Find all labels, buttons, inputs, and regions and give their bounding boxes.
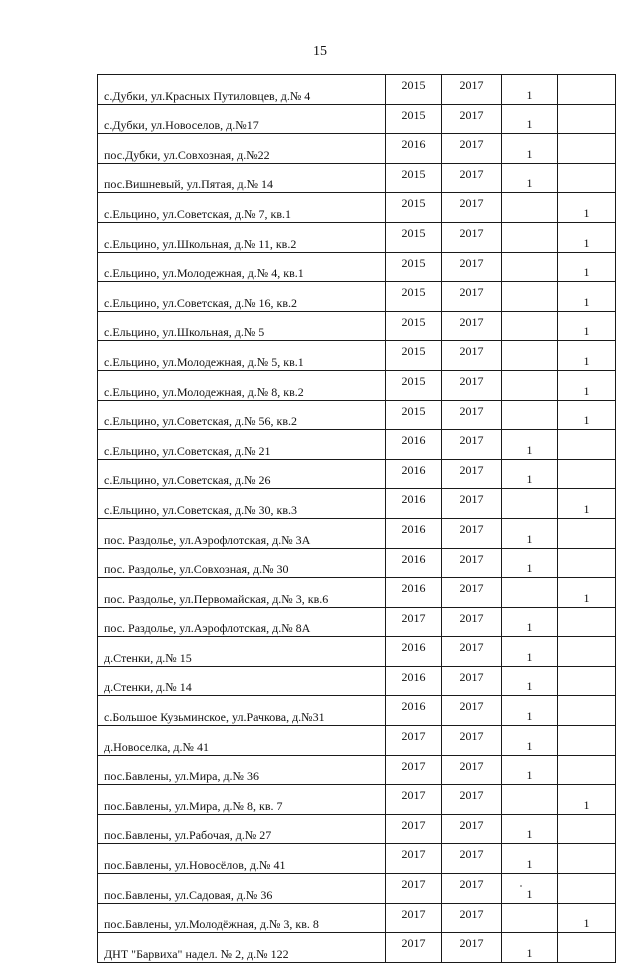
- start-year-cell: 2016: [386, 134, 442, 164]
- address-cell: с.Ельцино, ул.Школьная, д.№ 11, кв.2: [98, 222, 386, 252]
- end-year-cell: 2017: [442, 311, 502, 341]
- end-year-cell: 2017: [442, 282, 502, 312]
- flag-column-1-cell: 1: [502, 933, 558, 963]
- start-year-cell: 2015: [386, 222, 442, 252]
- table-row: [98, 341, 616, 371]
- start-year-cell: 2015: [386, 163, 442, 193]
- address-cell: пос.Бавлены, ул.Мира, д.№ 8, кв. 7: [98, 785, 386, 815]
- start-year-cell: 2015: [386, 104, 442, 134]
- end-year-cell: 2017: [442, 163, 502, 193]
- table-row: [98, 104, 616, 134]
- start-year-cell: 2015: [386, 282, 442, 312]
- table-row: [98, 874, 616, 904]
- end-year-cell: 2017: [442, 430, 502, 460]
- table-row: [98, 607, 616, 637]
- flag-column-2-cell: 1: [558, 578, 616, 608]
- start-year-cell: 2017: [386, 785, 442, 815]
- flag-column-1-cell: 1: [502, 814, 558, 844]
- end-year-cell: 2017: [442, 933, 502, 963]
- end-year-cell: 2017: [442, 814, 502, 844]
- table-row: [98, 548, 616, 578]
- table-row: [98, 222, 616, 252]
- end-year-cell: 2017: [442, 548, 502, 578]
- start-year-cell: 2015: [386, 341, 442, 371]
- flag-column-1-cell: 1: [502, 726, 558, 756]
- flag-column-1-cell: 1: [502, 755, 558, 785]
- start-year-cell: 2015: [386, 400, 442, 430]
- flag-column-2-cell: [558, 134, 616, 164]
- address-cell: с.Дубки, ул.Новоселов, д.№17: [98, 104, 386, 134]
- end-year-cell: 2017: [442, 696, 502, 726]
- address-cell: с.Ельцино, ул.Советская, д.№ 7, кв.1: [98, 193, 386, 223]
- flag-column-2-cell: [558, 666, 616, 696]
- table-row: [98, 282, 616, 312]
- table-row: [98, 193, 616, 223]
- start-year-cell: 2017: [386, 814, 442, 844]
- address-cell: пос.Бавлены, ул.Садовая, д.№ 36: [98, 874, 386, 904]
- start-year-cell: 2015: [386, 252, 442, 282]
- flag-column-2-cell: 1: [558, 341, 616, 371]
- flag-column-2-cell: [558, 548, 616, 578]
- start-year-cell: 2016: [386, 548, 442, 578]
- flag-column-2-cell: [558, 459, 616, 489]
- flag-column-1-cell: 1: [502, 696, 558, 726]
- flag-column-1-cell: 1: [502, 459, 558, 489]
- flag-column-1-cell: [502, 311, 558, 341]
- flag-column-2-cell: 1: [558, 785, 616, 815]
- address-cell: пос.Бавлены, ул.Новосёлов, д.№ 41: [98, 844, 386, 874]
- table-row: [98, 400, 616, 430]
- table-row: [98, 785, 616, 815]
- start-year-cell: 2017: [386, 726, 442, 756]
- address-cell: пос. Раздолье, ул.Аэрофлотская, д.№ 3А: [98, 518, 386, 548]
- start-year-cell: 2016: [386, 637, 442, 667]
- address-cell: с.Ельцино, ул.Советская, д.№ 21: [98, 430, 386, 460]
- address-cell: с.Ельцино, ул.Советская, д.№ 56, кв.2: [98, 400, 386, 430]
- table-row: [98, 755, 616, 785]
- end-year-cell: 2017: [442, 341, 502, 371]
- end-year-cell: 2017: [442, 252, 502, 282]
- start-year-cell: 2015: [386, 193, 442, 223]
- flag-column-1-cell: 1: [502, 874, 558, 904]
- flag-column-1-cell: [502, 370, 558, 400]
- start-year-cell: 2017: [386, 755, 442, 785]
- flag-column-2-cell: [558, 75, 616, 105]
- flag-column-1-cell: 1: [502, 104, 558, 134]
- flag-column-2-cell: [558, 163, 616, 193]
- end-year-cell: 2017: [442, 518, 502, 548]
- address-cell: пос.Бавлены, ул.Рабочая, д.№ 27: [98, 814, 386, 844]
- flag-column-1-cell: 1: [502, 163, 558, 193]
- flag-column-1-cell: [502, 282, 558, 312]
- table-row: [98, 844, 616, 874]
- end-year-cell: 2017: [442, 459, 502, 489]
- end-year-cell: 2017: [442, 400, 502, 430]
- table-row: [98, 666, 616, 696]
- table-row: [98, 578, 616, 608]
- flag-column-2-cell: [558, 518, 616, 548]
- start-year-cell: 2016: [386, 459, 442, 489]
- end-year-cell: 2017: [442, 370, 502, 400]
- table-row: [98, 696, 616, 726]
- flag-column-2-cell: 1: [558, 252, 616, 282]
- end-year-cell: 2017: [442, 637, 502, 667]
- start-year-cell: 2017: [386, 844, 442, 874]
- flag-column-2-cell: [558, 696, 616, 726]
- end-year-cell: 2017: [442, 578, 502, 608]
- start-year-cell: 2017: [386, 933, 442, 963]
- flag-column-1-cell: 1: [502, 844, 558, 874]
- flag-column-2-cell: [558, 814, 616, 844]
- flag-column-1-cell: 1: [502, 75, 558, 105]
- address-cell: с.Ельцино, ул.Молодежная, д.№ 8, кв.2: [98, 370, 386, 400]
- end-year-cell: 2017: [442, 903, 502, 933]
- address-cell: пос. Раздолье, ул.Аэрофлотская, д.№ 8А: [98, 607, 386, 637]
- table-row: [98, 163, 616, 193]
- table-row: [98, 252, 616, 282]
- start-year-cell: 2017: [386, 903, 442, 933]
- scan-speck: [520, 885, 522, 887]
- table-row: [98, 903, 616, 933]
- address-cell: д.Стенки, д.№ 15: [98, 637, 386, 667]
- end-year-cell: 2017: [442, 785, 502, 815]
- start-year-cell: 2017: [386, 874, 442, 904]
- address-cell: ДНТ "Барвиха" надел. № 2, д.№ 122: [98, 933, 386, 963]
- flag-column-2-cell: [558, 637, 616, 667]
- address-cell: с.Ельцино, ул.Молодежная, д.№ 5, кв.1: [98, 341, 386, 371]
- address-cell: с.Дубки, ул.Красных Путиловцев, д.№ 4: [98, 75, 386, 105]
- table-row: [98, 814, 616, 844]
- flag-column-2-cell: [558, 844, 616, 874]
- end-year-cell: 2017: [442, 193, 502, 223]
- end-year-cell: 2017: [442, 607, 502, 637]
- start-year-cell: 2017: [386, 607, 442, 637]
- flag-column-1-cell: [502, 785, 558, 815]
- flag-column-1-cell: 1: [502, 666, 558, 696]
- flag-column-1-cell: [502, 578, 558, 608]
- address-cell: пос. Раздолье, ул.Совхозная, д.№ 30: [98, 548, 386, 578]
- address-cell: пос.Бавлены, ул.Молодёжная, д.№ 3, кв. 8: [98, 903, 386, 933]
- flag-column-2-cell: [558, 874, 616, 904]
- end-year-cell: 2017: [442, 489, 502, 519]
- flag-column-2-cell: [558, 430, 616, 460]
- page-number: 15: [313, 44, 327, 59]
- flag-column-1-cell: [502, 252, 558, 282]
- table-row: [98, 311, 616, 341]
- end-year-cell: 2017: [442, 844, 502, 874]
- end-year-cell: 2017: [442, 666, 502, 696]
- start-year-cell: 2015: [386, 75, 442, 105]
- table-row: [98, 637, 616, 667]
- end-year-cell: 2017: [442, 75, 502, 105]
- flag-column-2-cell: 1: [558, 489, 616, 519]
- table-row: [98, 370, 616, 400]
- flag-column-1-cell: 1: [502, 637, 558, 667]
- flag-column-1-cell: [502, 489, 558, 519]
- address-cell: с.Большое Кузьминское, ул.Рачкова, д.№31: [98, 696, 386, 726]
- flag-column-1-cell: 1: [502, 518, 558, 548]
- address-cell: пос.Вишневый, ул.Пятая, д.№ 14: [98, 163, 386, 193]
- flag-column-1-cell: 1: [502, 430, 558, 460]
- flag-column-2-cell: 1: [558, 370, 616, 400]
- end-year-cell: 2017: [442, 104, 502, 134]
- end-year-cell: 2017: [442, 134, 502, 164]
- flag-column-2-cell: [558, 104, 616, 134]
- address-cell: с.Ельцино, ул.Молодежная, д.№ 4, кв.1: [98, 252, 386, 282]
- flag-column-1-cell: [502, 341, 558, 371]
- flag-column-2-cell: 1: [558, 311, 616, 341]
- address-cell: с.Ельцино, ул.Советская, д.№ 30, кв.3: [98, 489, 386, 519]
- register-table: [97, 74, 616, 963]
- flag-column-1-cell: [502, 222, 558, 252]
- address-cell: с.Ельцино, ул.Советская, д.№ 26: [98, 459, 386, 489]
- flag-column-2-cell: 1: [558, 400, 616, 430]
- table-row: [98, 933, 616, 963]
- start-year-cell: 2016: [386, 578, 442, 608]
- flag-column-1-cell: [502, 903, 558, 933]
- address-cell: пос. Раздолье, ул.Первомайская, д.№ 3, кв.6: [98, 578, 386, 608]
- address-cell: пос.Бавлены, ул.Мира, д.№ 36: [98, 755, 386, 785]
- start-year-cell: 2015: [386, 370, 442, 400]
- flag-column-2-cell: [558, 933, 616, 963]
- flag-column-2-cell: 1: [558, 282, 616, 312]
- flag-column-1-cell: [502, 400, 558, 430]
- address-cell: с.Ельцино, ул.Советская, д.№ 16, кв.2: [98, 282, 386, 312]
- flag-column-2-cell: 1: [558, 222, 616, 252]
- start-year-cell: 2016: [386, 430, 442, 460]
- table-row: [98, 489, 616, 519]
- address-cell: с.Ельцино, ул.Школьная, д.№ 5: [98, 311, 386, 341]
- address-cell: д.Стенки, д.№ 14: [98, 666, 386, 696]
- start-year-cell: 2016: [386, 696, 442, 726]
- flag-column-2-cell: 1: [558, 903, 616, 933]
- address-cell: пос.Дубки, ул.Совхозная, д.№22: [98, 134, 386, 164]
- flag-column-2-cell: 1: [558, 193, 616, 223]
- table-row: [98, 75, 616, 105]
- start-year-cell: 2016: [386, 666, 442, 696]
- flag-column-1-cell: [502, 193, 558, 223]
- start-year-cell: 2016: [386, 518, 442, 548]
- flag-column-1-cell: 1: [502, 548, 558, 578]
- start-year-cell: 2015: [386, 311, 442, 341]
- table-row: [98, 134, 616, 164]
- flag-column-1-cell: 1: [502, 607, 558, 637]
- table-row: [98, 459, 616, 489]
- start-year-cell: 2016: [386, 489, 442, 519]
- end-year-cell: 2017: [442, 755, 502, 785]
- flag-column-2-cell: [558, 607, 616, 637]
- end-year-cell: 2017: [442, 222, 502, 252]
- table-row: [98, 518, 616, 548]
- register-table-body: [98, 75, 616, 963]
- flag-column-2-cell: [558, 726, 616, 756]
- address-cell: д.Новоселка, д.№ 41: [98, 726, 386, 756]
- end-year-cell: 2017: [442, 874, 502, 904]
- table-row: [98, 726, 616, 756]
- flag-column-2-cell: [558, 755, 616, 785]
- table-row: [98, 430, 616, 460]
- end-year-cell: 2017: [442, 726, 502, 756]
- flag-column-1-cell: 1: [502, 134, 558, 164]
